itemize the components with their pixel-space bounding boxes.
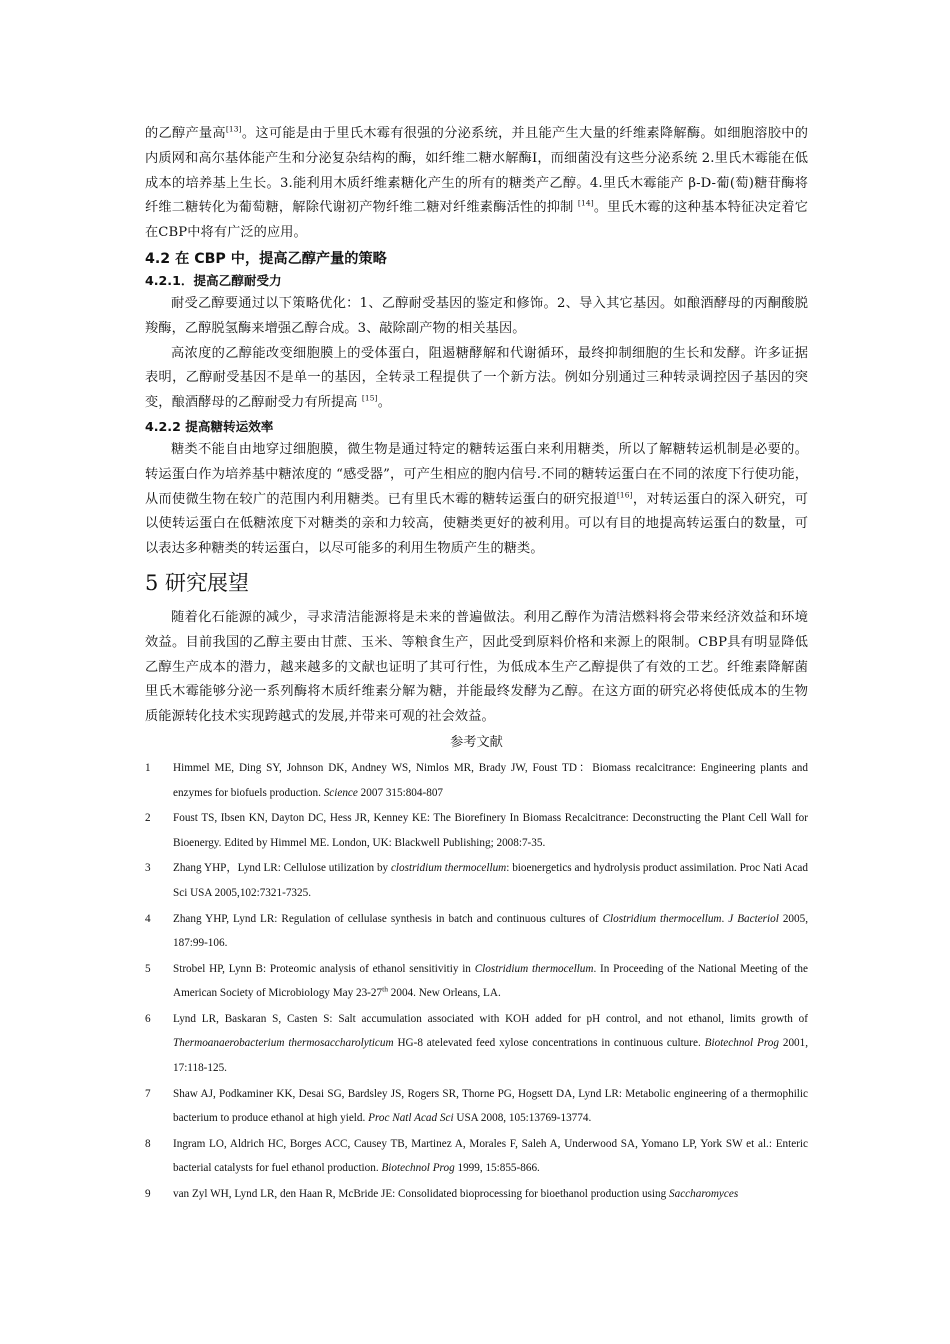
- citation: [14]: [577, 199, 594, 208]
- italic-text: Biotechnol Prog: [704, 1037, 779, 1050]
- text: Strobel HP, Lynn B: Proteomic analysis of ethanol sensitivitiy in: [173, 962, 475, 975]
- italic-text: Thermoanaerobacterium thermosaccharolyticum: [173, 1037, 394, 1050]
- reference-item: [145, 957, 808, 1006]
- page: [145, 122, 808, 1208]
- text: 1999, 15:855-866.: [454, 1162, 540, 1175]
- reference-text: [173, 856, 808, 905]
- superscript: th: [382, 984, 388, 994]
- reference-item: [145, 756, 808, 805]
- reference-text: [173, 1182, 808, 1207]
- text: Zhang YHP，Lynd LR: Cellulose utilization by: [173, 862, 391, 875]
- text: 。里氏木霉的这种基本特征决定着它在CBP中将有广泛的应用。: [145, 200, 808, 241]
- text: 的乙醇产量高: [145, 126, 226, 141]
- paragraph-tolerance-2: [145, 342, 808, 416]
- reference-text: [173, 907, 808, 956]
- text: HG-8 atelevated feed xylose concentrations in continuous culture.: [393, 1037, 705, 1050]
- reference-text: [173, 1132, 808, 1181]
- text: 2007 315:804-807: [357, 786, 444, 799]
- text: van Zyl WH, Lynd LR, den Haan R, McBride JE: Consolidated bioprocessing for bioethanol production using: [173, 1188, 670, 1201]
- italic-text: Science: [323, 786, 358, 799]
- text: 2005, 187:99-106.: [173, 912, 808, 950]
- paragraph-outlook: 随着化石能源的减少，寻求清洁能源将是未来的普遍做法。利用乙醇作为清洁燃料将会带来经济效益和环境效益。目前我国的乙醇主要由甘蔗、玉米、等粮食生产，因此受到原料价格和来源上的限制。CBP具有明显降低乙醇生产成本的潜力，越来越多的文献也证明了其可行性，为低成本生产乙醇提供了有效的工艺。纤维素降解菌里氏木霉能够分泌一系列酶将木质纤维素分解为糖，并能最终发酵为乙醇。在这方面的研究必将使低成本的生物质能源转化技术实现跨越式的发展,并带来可观的社会效益。: [145, 609, 808, 725]
- reference-number: 1: [145, 761, 151, 774]
- section-heading-4-2: 4.2 在 CBP 中，提高乙醇产量的策略: [145, 250, 387, 267]
- subsection-heading-4-2-2: 4.2.2 提高糖转运效率: [145, 418, 274, 434]
- references-title: 参考文献: [450, 734, 503, 750]
- text: 2001, 17:118-125.: [173, 1037, 809, 1075]
- text: 。这可能是由于里氏木霉有很强的分泌系统，并且能产生大量的纤维素降解酶。如细胞溶胶中的内质网和高尔基体能产生和分泌复杂结构的酶，如纤维二糖水解酶Ⅰ，而细菌没有这些分泌系统 2.里氏木霉能在低成本的培养基上生长。3.能利用木质纤维素糖化产生的所有的糖类产乙醇。4.里氏木霉能产 β-D-葡(萄)糖苷酶将纤维二糖转化为葡萄糖，解除代谢初产物纤维二糖对纤维素酶活性的抑制: [145, 126, 808, 216]
- citation: [15]: [361, 393, 378, 403]
- reference-text: [173, 957, 808, 1006]
- reference-item: [145, 856, 808, 905]
- text: 高浓度的乙醇能改变细胞膜上的受体蛋白，阻遏糖酵解和代谢循环，最终抑制细胞的生长和发酵。许多证据表明，乙醇耐受基因不是单一的基因，全转录工程提供了一个新方法。例如分别通过三种转录调控因子基因的突变，酿酒酵母的乙醇耐受力有所提高: [145, 345, 808, 411]
- reference-text: [173, 1007, 808, 1081]
- subsection-heading-4-2-1: 4.2.1．提高乙醇耐受力: [145, 272, 282, 288]
- text: Foust TS, Ibsen KN, Dayton DC, Hess JR, Kenney KE: The Biorefinery In Biomass Recalcitrance: Deconstructing the Plant Cell Wall for Bioenergy. Edited by Himmel ME. London, UK: Blackwell Publishing; 2008:7-35.: [173, 812, 808, 849]
- reference-number: 5: [145, 962, 151, 975]
- reference-number: 9: [145, 1188, 151, 1201]
- text: Shaw AJ, Podkaminer KK, Desai SG, Bardsley JS, Rogers SR, Thorne PG, Hogsett DA, Lynd LR: Metabolic engineering of a thermophilic bacterium to produce ethanol at high yield.: [173, 1087, 808, 1125]
- reference-item: [145, 1082, 808, 1131]
- reference-number: 8: [145, 1137, 151, 1150]
- text: . In Proceeding of the National Meeting of the American Society of Microbiology May 23-27: [173, 962, 808, 1000]
- reference-text: [173, 756, 808, 805]
- text: Himmel ME, Ding SY, Johnson DK, Andney WS, Nimlos MR, Brady JW, Foust TD：Biomass recalcitrance: Engineering plants and enzymes for biofuels production.: [173, 761, 808, 799]
- text: Ingram LO, Aldrich HC, Borges ACC, Causey TB, Martinez A, Morales F, Saleh A, Underwood SA, Yomano LP, York SW et al.: Enteric bacterial catalysts for fuel ethanol production.: [173, 1137, 808, 1175]
- references-list: [145, 756, 808, 1207]
- italic-text: Proc Natl Acad Sci: [368, 1112, 454, 1125]
- italic-text: J Bacteriol: [728, 912, 779, 925]
- italic-text: clostridium thermocellum: [390, 862, 507, 875]
- reference-text: [173, 1082, 808, 1131]
- reference-number: 7: [145, 1087, 151, 1100]
- reference-item: [145, 1007, 808, 1081]
- reference-number: 2: [145, 812, 151, 825]
- paragraph-transport: [145, 438, 808, 562]
- text: 2004. New Orleans, LA.: [387, 987, 501, 1000]
- reference-number: 3: [145, 862, 151, 875]
- text: : bioenergetics and hydrolysis product assimilation. Proc Nati Acad Sci USA 2005,102:7321-7325.: [173, 862, 808, 899]
- reference-item: [145, 806, 808, 855]
- italic-text: Clostridium thermocellum: [474, 962, 594, 975]
- text: .: [721, 912, 729, 925]
- text: USA 2008, 105:13769-13774.: [453, 1112, 592, 1125]
- reference-item: [145, 1132, 808, 1181]
- citation: [16]: [616, 490, 633, 500]
- italic-text: Biotechnol Prog: [381, 1162, 455, 1175]
- reference-number: 4: [145, 912, 151, 925]
- italic-text: Clostridium thermocellum: [602, 912, 722, 925]
- paragraph-intro: [145, 122, 808, 246]
- section-heading-5: 5 研究展望: [145, 570, 250, 595]
- text: 糖类不能自由地穿过细胞膜，微生物是通过特定的糖转运蛋白来利用糖类，所以了解糖转运机制是必要的。转运蛋白作为培养基中糖浓度的 “感受器”，可产生相应的胞内信号.不同的糖转运蛋白在不同的浓度下行使功能，从而使微生物在较广的范围内利用糖类。已有里氏木霉的糖转运蛋白的研究报道: [145, 441, 808, 507]
- reference-item: [145, 907, 808, 956]
- italic-text: Saccharomyces: [669, 1188, 739, 1201]
- text: 。: [377, 395, 391, 411]
- reference-number: 6: [145, 1012, 151, 1025]
- reference-item: [145, 1182, 808, 1207]
- text: Zhang YHP, Lynd LR: Regulation of cellulase synthesis in batch and continuous cultures of: [173, 912, 603, 925]
- text: ，对转运蛋白的深入研究，可以使转运蛋白在低糖浓度下对糖类的亲和力较高，使糖类更好的被利用。可以有目的地提高转运蛋白的数量，可以表达多种糖类的转运蛋白，以尽可能多的利用生物质产生的糖类。: [145, 491, 808, 557]
- citation: [13]: [225, 124, 242, 134]
- paragraph-tolerance-1: 耐受乙醇要通过以下策略优化：1、乙醇耐受基因的鉴定和修饰。2、导入其它基因。如酿酒酵母的丙酮酸脱羧酶，乙醇脱氢酶来增强乙醇合成。3、敲除副产物的相关基因。: [145, 295, 808, 336]
- text: Lynd LR, Baskaran S, Casten S: Salt accumulation associated with KOH added for pH control, and not ethanol, limits growth of: [173, 1012, 808, 1025]
- reference-text: [173, 806, 808, 855]
